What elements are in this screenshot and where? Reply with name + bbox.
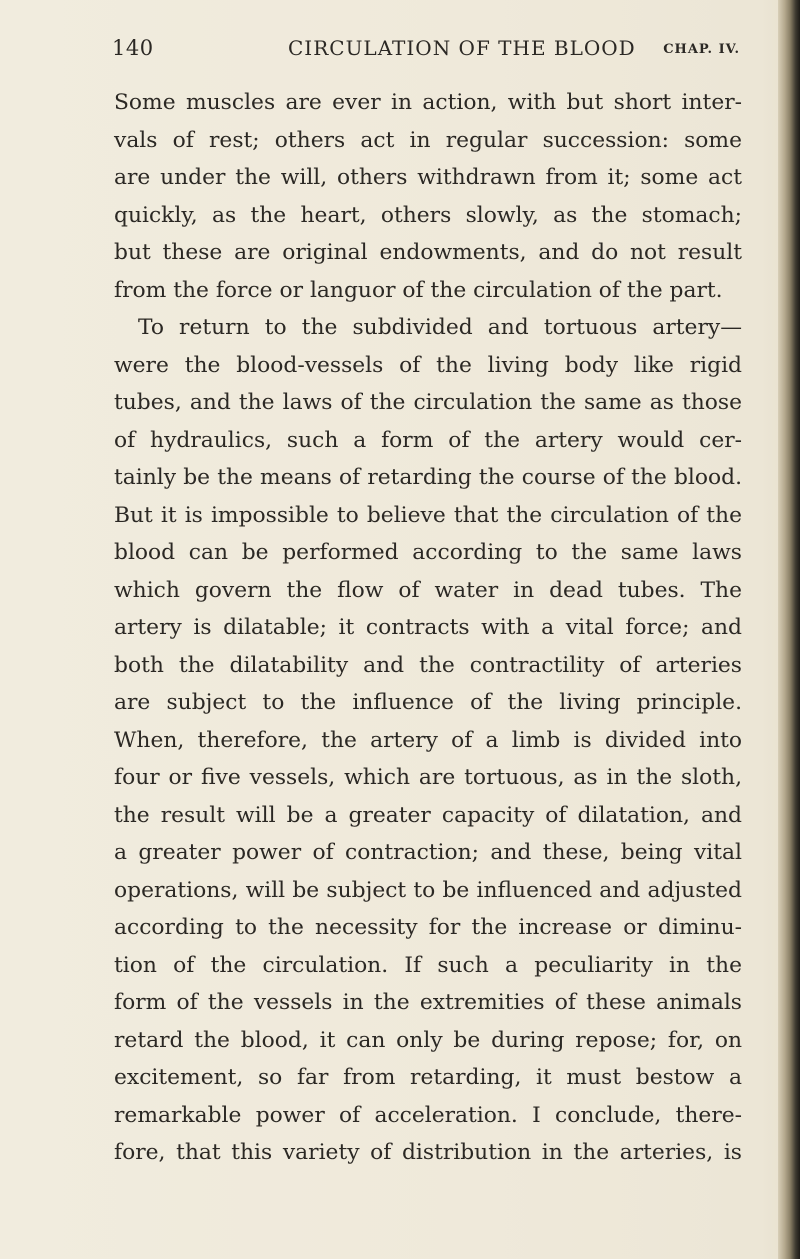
text-line: of hydraulics, such a form of the artery would cer- <box>114 427 742 453</box>
text-line: When, therefore, the artery of a limb is divided into <box>114 727 742 753</box>
text-line: tainly be the means of retarding the course of the blood. <box>114 465 742 490</box>
text-line: operations, will be subject to be influenced and adjusted <box>114 877 742 903</box>
text-line: tion of the circulation. If such a peculiarity in the <box>114 952 742 978</box>
page-edge-shadow <box>778 0 800 1259</box>
text-line: But it is impossible to believe that the circulation of the <box>114 502 742 528</box>
text-line: tubes, and the laws of the circulation the same as those <box>114 390 742 415</box>
page-number: 140 <box>112 36 154 60</box>
text-line: were the blood-vessels of the living body like rigid <box>114 352 742 378</box>
body-text <box>114 84 742 1172</box>
text-line: the result will be a greater capacity of dilatation, and <box>114 802 742 828</box>
text-line: are subject to the influence of the living principle. <box>114 690 742 715</box>
text-line: which govern the flow of water in dead tubes. The <box>114 577 742 603</box>
chapter-marker: CHAP. IV. <box>663 42 740 57</box>
text-line: blood can be performed according to the same laws <box>114 540 742 565</box>
text-line: both the dilatability and the contractility of arteries <box>114 652 742 678</box>
text-line: fore, that this variety of distribution in the arteries, is <box>114 1140 742 1165</box>
text-line: vals of rest; others act in regular succession: some <box>114 127 742 153</box>
text-line: from the force or languor of the circulation of the part. <box>114 277 723 303</box>
text-line: remarkable power of acceleration. I conclude, there- <box>114 1102 742 1128</box>
text-line: quickly, as the heart, others slowly, as the stomach; <box>114 202 742 228</box>
text-line: excitement, so far from retarding, it must bestow a <box>114 1065 742 1090</box>
text-line: To return to the subdivided and tortuous artery— <box>138 315 742 340</box>
text-line: Some muscles are ever in action, with but short inter- <box>114 90 742 115</box>
text-line: retard the blood, it can only be during repose; for, on <box>114 1027 742 1053</box>
text-line: artery is dilatable; it contracts with a vital force; and <box>114 615 742 640</box>
text-line: form of the vessels in the extremities of these animals <box>114 990 742 1015</box>
text-line: but these are original endowments, and do not result <box>114 240 742 265</box>
text-line: a greater power of contraction; and these, being vital <box>114 840 742 865</box>
running-title: CIRCULATION OF THE BLOOD <box>288 36 636 60</box>
text-line: according to the necessity for the increase or diminu- <box>114 915 742 940</box>
text-line: four or five vessels, which are tortuous, as in the sloth, <box>114 765 742 790</box>
running-header <box>112 36 740 62</box>
text-line: are under the will, others withdrawn from it; some act <box>114 165 742 190</box>
